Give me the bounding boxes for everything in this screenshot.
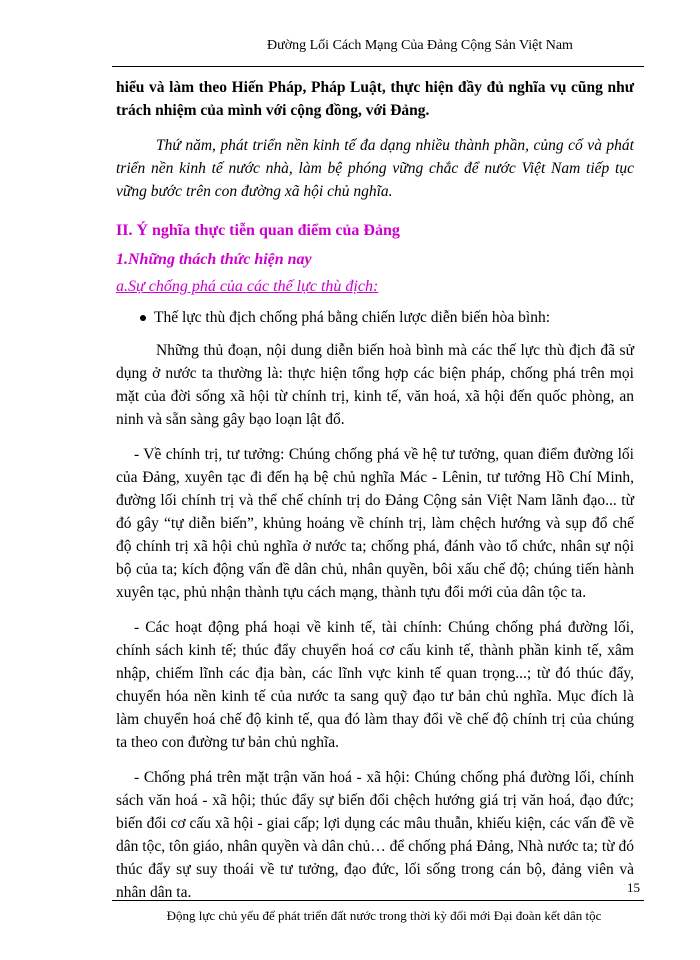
paragraph-fifth-point: Thứ năm, phát triển nền kinh tế đa dạng nhiều thành phần, củng cố và phát triển nền kinh tế nước nhà, làm bệ phóng vững chắc để nước Việt Nam tiếp tục vững bước trên con đường xã hội chủ nghĩa. <box>116 137 634 200</box>
running-header: Đường Lối Cách Mạng Của Đảng Cộng Sản Việt Nam <box>267 38 573 53</box>
paragraph-economy: - Các hoạt động phá hoại về kinh tế, tài chính: Chúng chống phá đường lối, chính sách kinh tế; thúc đẩy chuyển hoá cơ cấu kinh tế, thành phần kinh tế, xâm nhập, chiếm lĩnh các địa bàn, các lĩnh vực kinh tế quan trọng...; từ đó thúc đẩy, chuyển hóa nền kinh tế của nước ta sang quỹ đạo tư bản chủ nghĩa. Mục đích là làm chuyển hoá chế độ kinh tế, qua đó làm thay đổi về chế độ chính trị của chúng ta theo con đường tư bản chủ nghĩa. <box>116 619 634 751</box>
bullet-item <box>116 306 634 329</box>
page-content <box>116 76 634 904</box>
page-number: 15 <box>627 880 640 895</box>
subsection-heading: 1.Những thách thức hiện nay <box>116 251 312 268</box>
subsubsection-heading: a.Sự chống phá của các thế lực thù địch: <box>116 278 379 295</box>
section-heading: II. Ý nghĩa thực tiễn quan điểm của Đảng <box>116 222 400 239</box>
bullet-dot-icon <box>140 315 146 321</box>
paragraph-culture-society: - Chống phá trên mặt trận văn hoá - xã hội: Chúng chống phá đường lối, chính sách văn hoá - xã hội; thúc đẩy sự biến đổi chệch hướng giá trị văn hoá, đạo đức; biến đổi cơ cấu xã hội - giai cấp; lợi dụng các mâu thuẫn, khiếu kiện, các vấn đề về dân tộc, tôn giáo, nhân quyền và dân chủ… để chống phá Đảng, Nhà nước ta; từ đó thúc đẩy sự suy thoái về tư tưởng, đạo đức, lối sống trong cán bộ, đảng viên và nhân dân ta. <box>116 769 634 901</box>
paragraph-continuation: hiểu và làm theo Hiến Pháp, Pháp Luật, thực hiện đầy đủ nghĩa vụ cũng như trách nhiệm của mình với cộng đồng, với Đảng. <box>116 79 634 119</box>
header-rule <box>112 66 644 67</box>
paragraph-politics: - Về chính trị, tư tưởng: Chúng chống phá về hệ tư tưởng, quan điểm đường lối của Đảng, xuyên tạc đi đến hạ bệ chủ nghĩa Mác - Lênin, tư tưởng Hồ Chí Minh, đường lối chính trị và thể chế chính trị do Đảng Cộng sản Việt Nam lãnh đạo... từ đó gây “tự diễn biến”, khủng hoảng về chính trị, làm chệch hướng và sụp đổ chế độ chính trị xã hội chủ nghĩa ở nước ta; chống phá, đánh vào tổ chức, nhân sự nội bộ của ta; kích động vấn đề dân chủ, nhân quyền, bôi xấu chế độ; chúng tiến hành xuyên tạc, phủ nhận thành tựu cách mạng, thành tựu đổi mới của dân tộc ta. <box>116 446 634 601</box>
footer-rule <box>112 900 644 901</box>
paragraph-peaceful-evolution: Những thủ đoạn, nội dung diễn biến hoà bình mà các thế lực thù địch đã sử dụng ở nước ta thường là: thực hiện tổng hợp các biện pháp, chống phá trên mọi mặt của đời sống xã hội từ chính trị, kinh tế, văn hoá, xã hội đến quốc phòng, an ninh và sẵn sàng gây bạo loạn lật đổ. <box>116 342 634 428</box>
bullet-text: Thế lực thù địch chống phá bằng chiến lược diễn biến hòa bình: <box>154 309 551 326</box>
running-footer: Động lực chủ yếu để phát triển đất nước trong thời kỳ đổi mới Đại đoàn kết dân tộc <box>166 908 602 923</box>
